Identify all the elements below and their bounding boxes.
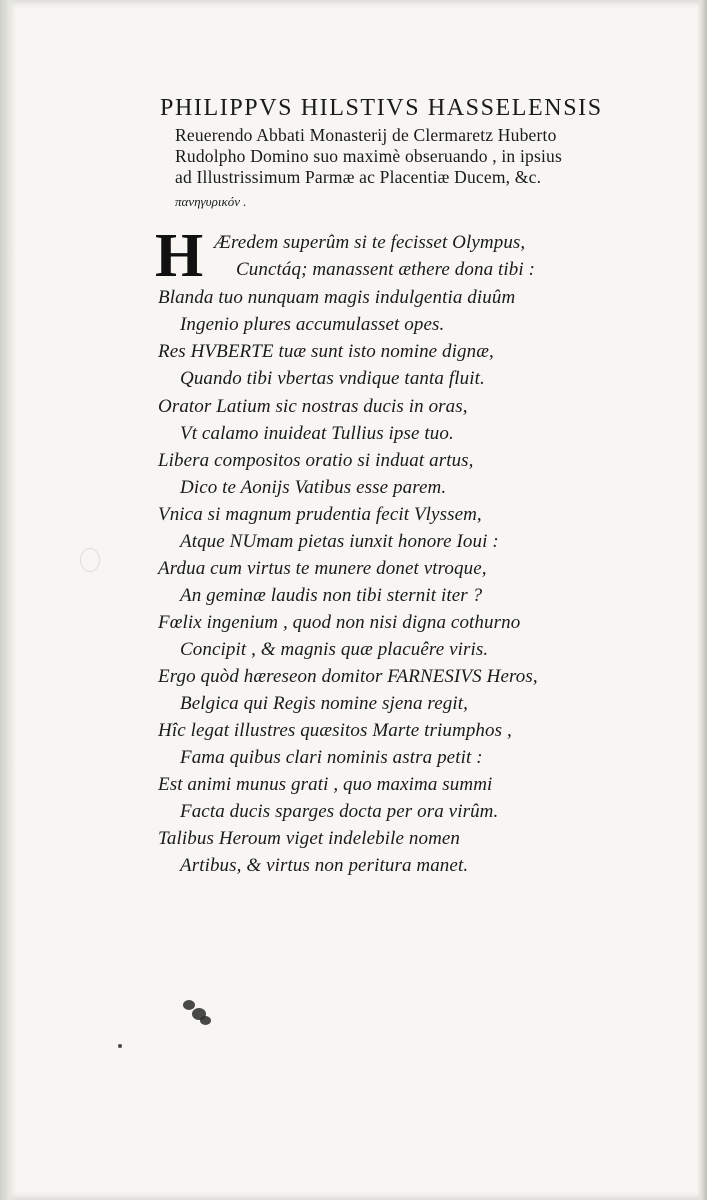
verse-line: Quando tibi vbertas vndique tanta fluit.	[180, 368, 485, 389]
page-edge-left	[0, 0, 16, 1200]
author-name: PHILIPPVS HILSTIVS HASSELENSIS	[160, 95, 603, 121]
page-header	[160, 95, 680, 210]
verse-line: An geminæ laudis non tibi sternit iter ?	[180, 585, 483, 606]
verse-line: Concipit , & magnis quæ placuêre viris.	[180, 639, 489, 660]
verse-line: Belgica qui Regis nomine sjena regit,	[180, 693, 468, 714]
dedication-line: Reuerendo Abbati Monasterij de Clermaretz Huberto	[175, 125, 557, 145]
verse-line: Hîc legat illustres quæsitos Marte triumphos ,	[158, 720, 512, 741]
dedication	[175, 125, 680, 188]
verse-line: Ardua cum virtus te munere donet vtroque,	[158, 558, 487, 579]
greek-subtitle: πανηγυρικόν .	[175, 194, 247, 209]
verse-line: Ergo quòd hæreseon domitor FARNESIVS Heros,	[158, 666, 538, 687]
dedication-line: Rudolpho Domino suo maximè obseruando , in ipsius	[175, 146, 563, 166]
verse-line: Libera compositos oratio si induat artus,	[158, 450, 474, 471]
ink-blot	[183, 1000, 195, 1010]
verse-line: Ingenio plures accumulasset opes.	[180, 314, 445, 335]
paper-stain	[80, 548, 100, 572]
drop-cap: H	[155, 222, 204, 290]
page-edge-right	[697, 0, 707, 1200]
verse-line: Vnica si magnum prudentia fecit Vlyssem,	[158, 504, 482, 525]
ink-speck	[118, 1044, 122, 1048]
verse-line: Facta ducis sparges docta per ora virûm.	[180, 801, 499, 822]
verse-line: Res HVBERTE tuæ sunt isto nomine dignæ,	[158, 341, 494, 362]
verse-line: Cunctáq; manassent æthere dona tibi :	[236, 259, 536, 280]
verse-line: Est animi munus grati , quo maxima summi	[158, 774, 493, 795]
verse-line: Dico te Aonijs Vatibus esse parem.	[180, 477, 447, 498]
verse-line: Fama quibus clari nominis astra petit :	[180, 747, 483, 768]
verse-line: Æredem superûm si te fecisset Olympus,	[214, 232, 526, 253]
verse-line: Artibus, & virtus non peritura manet.	[180, 855, 469, 876]
verse-line: Atque NUmam pietas iunxit honore Ioui :	[180, 531, 499, 552]
verse-line: Talibus Heroum viget indelebile nomen	[158, 828, 461, 849]
verse-line: Vt calamo inuideat Tullius ipse tuo.	[180, 423, 454, 444]
verse-line: Orator Latium sic nostras ducis in oras,	[158, 396, 468, 417]
ink-blot	[200, 1016, 211, 1025]
verse-line: Blanda tuo nunquam magis indulgentia diuûm	[158, 287, 516, 308]
verse-line: Fœlix ingenium , quod non nisi digna cothurno	[158, 612, 521, 633]
dedication-line: ad Illustrissimum Parmæ ac Placentiæ Ducem, &c.	[175, 167, 542, 187]
